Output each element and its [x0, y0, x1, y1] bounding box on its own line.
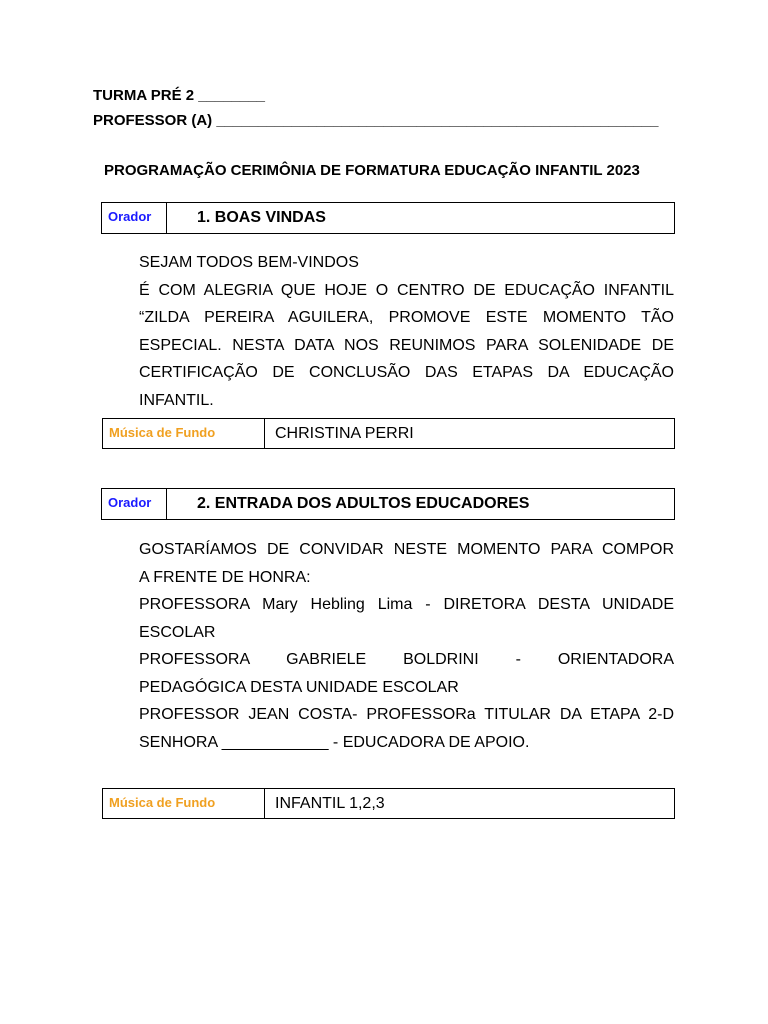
text-line: INFANTIL. — [139, 391, 214, 409]
text-line: ESCOLAR — [139, 623, 216, 641]
music-value: CHRISTINA PERRI — [275, 425, 414, 442]
text-line: PROFESSORA GABRIELE BOLDRINI - ORIENTADORA — [139, 651, 674, 668]
text-line: É COM ALEGRIA QUE HOJE O CENTRO DE EDUCAÇÃO INFANTIL — [139, 281, 674, 299]
text-line: PROFESSOR JEAN COSTA- PROFESSORa TITULAR DA ETAPA 2-D — [139, 706, 674, 723]
section-1-header-box — [101, 202, 675, 234]
section-2-header-box — [101, 488, 675, 520]
section-1-music-box — [102, 418, 675, 449]
section-2-text — [139, 536, 674, 756]
professor-line: PROFESSOR (A) _____________________________________________________ — [93, 112, 659, 129]
text-line: “ZILDA PEREIRA AGUILERA, PROMOVE ESTE MOMENTO TÃO — [139, 309, 674, 326]
text-line: PROFESSORA Mary Hebling Lima - DIRETORA DESTA UNIDADE — [139, 596, 674, 613]
section-heading: 1. BOAS VINDAS — [197, 209, 326, 226]
page-title: PROGRAMAÇÃO CERIMÔNIA DE FORMATURA EDUCAÇÃO INFANTIL 2023 — [104, 162, 640, 179]
music-value: INFANTIL 1,2,3 — [275, 795, 385, 812]
speaker-label: Orador — [102, 489, 167, 519]
music-label: Música de Fundo — [103, 789, 265, 818]
section-2-music-box — [102, 788, 675, 819]
text-line: ESPECIAL. NESTA DATA NOS REUNIMOS PARA SOLENIDADE DE — [139, 336, 674, 354]
section-heading: 2. ENTRADA DOS ADULTOS EDUCADORES — [197, 495, 530, 512]
text-line: CERTIFICAÇÃO DE CONCLUSÃO DAS ETAPAS DA EDUCAÇÃO — [139, 364, 674, 381]
text-line: SENHORA ____________ - EDUCADORA DE APOIO. — [139, 733, 530, 751]
turma-line: TURMA PRÉ 2 ________ — [93, 87, 266, 104]
music-label: Música de Fundo — [103, 419, 265, 448]
text-line: A FRENTE DE HONRA: — [139, 568, 311, 586]
text-line: SEJAM TODOS BEM-VINDOS — [139, 254, 359, 271]
speaker-label: Orador — [102, 203, 167, 233]
text-line: PEDAGÓGICA DESTA UNIDADE ESCOLAR — [139, 678, 459, 696]
section-1-text — [139, 249, 674, 414]
text-line: GOSTARÍAMOS DE CONVIDAR NESTE MOMENTO PARA COMPOR — [139, 541, 674, 558]
